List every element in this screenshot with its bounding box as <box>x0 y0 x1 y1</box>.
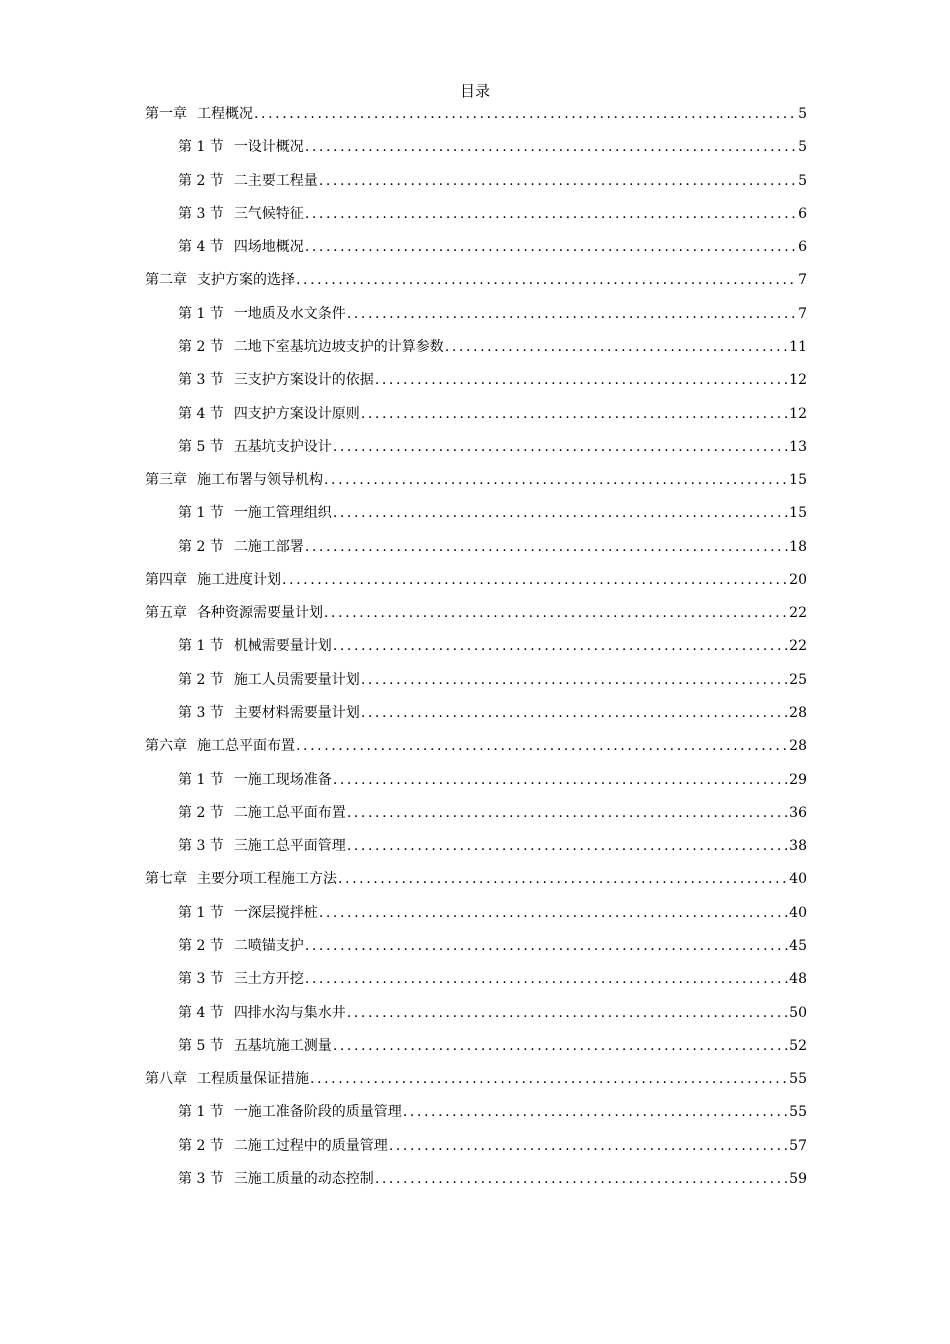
toc-entry-title: 四排水沟与集水井 <box>233 1004 346 1021</box>
toc-entry-title: 三施工质量的动态控制 <box>233 1170 374 1187</box>
toc-dot-leader <box>389 1136 788 1156</box>
toc-entry-page-number: 15 <box>789 472 807 489</box>
toc-dot-leader <box>361 670 788 690</box>
toc-dot-leader <box>296 736 788 756</box>
toc-dot-leader <box>305 969 788 989</box>
toc-entry-number: 第四章 <box>145 571 187 588</box>
toc-entry-title: 二施工总平面布置 <box>233 804 346 821</box>
toc-dot-leader <box>296 270 797 290</box>
toc-entry-number: 第 1 节 <box>178 904 224 921</box>
toc-entry-number: 第二章 <box>145 272 187 289</box>
toc-entry-number: 第八章 <box>145 1071 187 1088</box>
toc-section-entry[interactable] <box>178 171 807 191</box>
toc-entry-page-number: 12 <box>789 405 807 422</box>
toc-dot-leader <box>333 437 788 457</box>
toc-dot-leader <box>305 237 797 257</box>
toc-entry-page-number: 29 <box>789 771 807 788</box>
toc-entry-number: 第 3 节 <box>178 372 224 389</box>
toc-section-entry[interactable] <box>178 204 807 224</box>
toc-entry-page-number: 25 <box>789 671 807 688</box>
toc-entry-number: 第 5 节 <box>178 438 224 455</box>
toc-entry-title: 二施工部署 <box>233 538 304 555</box>
toc-entry-page-number: 5 <box>798 172 807 189</box>
toc-section-entry[interactable] <box>178 1102 807 1122</box>
toc-entry-title: 施工总平面布置 <box>197 738 295 755</box>
toc-entry-number: 第 1 节 <box>178 638 224 655</box>
toc-section-entry[interactable] <box>178 237 807 257</box>
toc-chapter-entry[interactable] <box>145 736 807 756</box>
toc-dot-leader <box>319 171 797 191</box>
toc-entry-number: 第 2 节 <box>178 671 224 688</box>
toc-entry-page-number: 7 <box>798 272 807 289</box>
toc-section-entry[interactable] <box>178 304 807 324</box>
toc-entry-page-number: 20 <box>789 571 807 588</box>
toc-entry-page-number: 6 <box>798 205 807 222</box>
toc-chapter-entry[interactable] <box>145 1069 807 1089</box>
toc-dot-leader <box>347 836 788 856</box>
toc-entry-title: 施工进度计划 <box>197 571 281 588</box>
toc-entry-page-number: 59 <box>789 1170 807 1187</box>
toc-entry-title: 施工人员需要量计划 <box>233 671 360 688</box>
toc-entry-number: 第 4 节 <box>178 1004 224 1021</box>
toc-entry-title: 二施工过程中的质量管理 <box>233 1137 388 1154</box>
toc-entry-number: 第 3 节 <box>178 205 224 222</box>
toc-entry-title: 工程质量保证措施 <box>197 1071 309 1088</box>
toc-section-entry[interactable] <box>178 137 807 157</box>
toc-entry-title: 一深层搅拌桩 <box>233 904 318 921</box>
toc-chapter-entry[interactable] <box>145 869 807 889</box>
toc-entry-title: 四场地概况 <box>233 239 304 256</box>
toc-entry-page-number: 5 <box>798 106 807 122</box>
toc-dot-leader <box>333 1036 788 1056</box>
toc-entry-number: 第 4 节 <box>178 239 224 256</box>
toc-entry-number: 第 3 节 <box>178 838 224 855</box>
toc-entry-title: 三气候特征 <box>233 205 304 222</box>
toc-entry-page-number: 57 <box>789 1137 807 1154</box>
toc-entry-title: 三土方开挖 <box>233 971 304 988</box>
toc-entry-page-number: 12 <box>789 372 807 389</box>
toc-entry-page-number: 45 <box>789 938 807 954</box>
toc-dot-leader <box>375 370 788 390</box>
toc-entry-title: 五基坑支护设计 <box>233 438 332 455</box>
toc-dot-leader <box>361 703 788 723</box>
toc-section-entry[interactable] <box>178 936 807 956</box>
toc-dot-leader <box>310 1069 788 1089</box>
toc-entry-number: 第 4 节 <box>178 405 224 422</box>
toc-entry-page-number: 28 <box>789 738 807 755</box>
toc-section-entry[interactable] <box>178 903 807 923</box>
toc-entry-page-number: 55 <box>789 1104 807 1121</box>
toc-entry-number: 第 1 节 <box>178 505 224 522</box>
toc-entry-number: 第一章 <box>145 106 187 122</box>
toc-entry-page-number: 36 <box>789 804 807 821</box>
toc-entry-title: 施工布署与领导机构 <box>197 472 323 489</box>
toc-entry-page-number: 18 <box>789 538 807 555</box>
toc-dot-leader <box>361 404 788 424</box>
toc-entry-number: 第 2 节 <box>178 338 224 355</box>
toc-section-entry[interactable] <box>178 404 807 424</box>
toc-entry-title: 二地下室基坑边坡支护的计算参数 <box>233 338 444 355</box>
toc-entry-number: 第 3 节 <box>178 705 224 722</box>
toc-section-entry[interactable] <box>178 370 807 390</box>
toc-dot-leader <box>305 936 788 956</box>
toc-entry-number: 第五章 <box>145 605 187 622</box>
toc-section-entry[interactable] <box>178 670 807 690</box>
toc-chapter-entry[interactable] <box>145 570 807 590</box>
toc-entry-title: 二喷锚支护 <box>233 938 304 954</box>
toc-dot-leader <box>338 869 788 889</box>
toc-entry-page-number: 11 <box>789 338 807 355</box>
toc-entry-number: 第 2 节 <box>178 938 224 954</box>
toc-entry-title: 一施工管理组织 <box>233 505 332 522</box>
toc-entry-page-number: 5 <box>798 139 807 156</box>
toc-section-entry[interactable] <box>178 1136 807 1156</box>
toc-entry-page-number: 15 <box>789 505 807 522</box>
toc-entry-page-number: 40 <box>789 904 807 921</box>
toc-dot-leader <box>403 1102 788 1122</box>
toc-section-entry[interactable] <box>178 836 807 856</box>
toc-entry-page-number: 6 <box>798 239 807 256</box>
toc-dot-leader <box>347 1003 788 1023</box>
toc-entry-title: 支护方案的选择 <box>197 272 295 289</box>
toc-entry-title: 各种资源需要量计划 <box>197 605 323 622</box>
toc-entry-page-number: 28 <box>789 705 807 722</box>
toc-entry-title: 工程概况 <box>197 106 253 122</box>
toc-entry-number: 第 5 节 <box>178 1037 224 1054</box>
toc-entry-page-number: 48 <box>789 971 807 988</box>
toc-dot-leader <box>347 304 797 324</box>
toc-entry-page-number: 52 <box>789 1037 807 1054</box>
toc-section-entry[interactable] <box>178 1003 807 1023</box>
toc-entry-number: 第 3 节 <box>178 971 224 988</box>
toc-entry-title: 一设计概况 <box>233 139 304 156</box>
toc-entry-number: 第三章 <box>145 472 187 489</box>
toc-section-entry[interactable] <box>178 636 807 656</box>
toc-entry-page-number: 22 <box>789 638 807 655</box>
toc-entry-title: 二主要工程量 <box>233 172 318 189</box>
toc-entry-number: 第 1 节 <box>178 139 224 156</box>
toc-dot-leader <box>305 204 797 224</box>
toc-dot-leader <box>324 603 788 623</box>
toc-dot-leader <box>333 636 788 656</box>
toc-entry-title: 四支护方案设计原则 <box>233 405 360 422</box>
toc-entry-page-number: 38 <box>789 838 807 855</box>
toc-entry-number: 第 2 节 <box>178 172 224 189</box>
toc-entry-title: 五基坑施工测量 <box>233 1037 332 1054</box>
toc-entry-number: 第 1 节 <box>178 305 224 322</box>
toc-entry-title: 一地质及水文条件 <box>233 305 346 322</box>
toc-section-entry[interactable] <box>178 969 807 989</box>
toc-entry-page-number: 7 <box>798 305 807 322</box>
toc-entry-number: 第 2 节 <box>178 804 224 821</box>
toc-entry-page-number: 13 <box>789 438 807 455</box>
toc-section-entry[interactable] <box>178 1169 807 1189</box>
toc-entry-page-number: 55 <box>789 1071 807 1088</box>
toc-entry-title: 三支护方案设计的依据 <box>233 372 374 389</box>
toc-chapter-entry[interactable] <box>145 470 807 490</box>
toc-entry-title: 机械需要量计划 <box>233 638 332 655</box>
toc-dot-leader <box>375 1169 788 1189</box>
toc-entry-page-number: 50 <box>789 1004 807 1021</box>
toc-section-entry[interactable] <box>178 1036 807 1056</box>
toc-dot-leader <box>254 104 797 124</box>
toc-section-entry[interactable] <box>178 770 807 790</box>
toc-entry-number: 第 3 节 <box>178 1170 224 1187</box>
toc-entry-number: 第 2 节 <box>178 538 224 555</box>
toc-entry-number: 第六章 <box>145 738 187 755</box>
toc-section-entry[interactable] <box>178 337 807 357</box>
toc-entry-title: 一施工现场准备 <box>233 771 332 788</box>
toc-chapter-entry[interactable] <box>145 603 807 623</box>
toc-dot-leader <box>347 803 788 823</box>
toc-entry-title: 一施工准备阶段的质量管理 <box>233 1104 402 1121</box>
toc-section-entry[interactable] <box>178 437 807 457</box>
toc-dot-leader <box>445 337 788 357</box>
toc-entry-title: 三施工总平面管理 <box>233 838 346 855</box>
toc-dot-leader <box>333 770 788 790</box>
toc-entry-number: 第七章 <box>145 871 187 888</box>
toc-dot-leader <box>333 503 788 523</box>
toc-dot-leader <box>305 537 788 557</box>
toc-title: 目录 <box>459 82 490 100</box>
toc-dot-leader <box>282 570 788 590</box>
toc-dot-leader <box>305 137 797 157</box>
toc-section-entry[interactable] <box>178 703 807 723</box>
toc-entry-title: 主要材料需要量计划 <box>233 705 360 722</box>
toc-entry-page-number: 22 <box>789 605 807 622</box>
toc-chapter-entry[interactable] <box>145 270 807 290</box>
toc-entry-title: 主要分项工程施工方法 <box>197 871 337 888</box>
toc-section-entry[interactable] <box>178 537 807 557</box>
toc-dot-leader <box>319 903 788 923</box>
toc-entry-number: 第 2 节 <box>178 1137 224 1154</box>
toc-chapter-entry[interactable] <box>145 104 807 124</box>
toc-section-entry[interactable] <box>178 503 807 523</box>
toc-dot-leader <box>324 470 788 490</box>
toc-section-entry[interactable] <box>178 803 807 823</box>
toc-entry-page-number: 40 <box>789 871 807 888</box>
toc-entry-number: 第 1 节 <box>178 771 224 788</box>
toc-entry-number: 第 1 节 <box>178 1104 224 1121</box>
